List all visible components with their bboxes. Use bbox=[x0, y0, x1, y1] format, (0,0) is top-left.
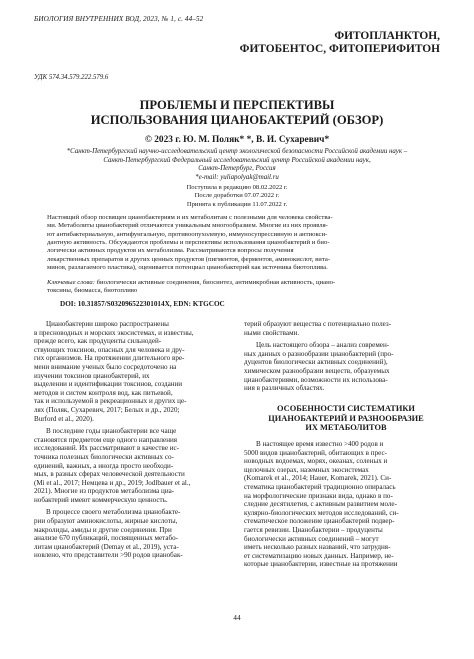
text-line: терий образуют вещества с потенциально полез- bbox=[244, 320, 392, 328]
text-line: макролиды, амиды и другие соединения. При bbox=[34, 525, 172, 534]
text-line: нобактерий имеют коммерческую ценность. bbox=[34, 495, 168, 504]
text-line: Цианобактерии широко распространены bbox=[46, 320, 169, 328]
text-line: рии образуют аминокислоты, жирные кислоты, bbox=[34, 517, 178, 526]
doi-line: DOI: 10.31857/S032096522301014X, EDN: KTGCOC bbox=[60, 300, 225, 308]
text-line: В процессе своего метаболизма цианобакте- bbox=[46, 508, 181, 517]
text-line: щелочных озерах, наземных экосистемах bbox=[244, 465, 369, 474]
text-line: дуцентов биологически активных соединений), bbox=[244, 358, 388, 367]
keywords-list-continued: токсины, биомасса, биотопливо bbox=[47, 287, 138, 295]
paragraph bbox=[244, 341, 446, 393]
left-column bbox=[34, 320, 234, 560]
text-line: Цель настоящего обзора – анализ современ- bbox=[256, 341, 390, 350]
text-line: так и используемой в рекреационных и других це- bbox=[34, 397, 187, 406]
text-line: в пресноводных и морских экосистемах, и известны, bbox=[34, 328, 194, 337]
udk-code: УДК 574.34.579.222.579.6 bbox=[34, 74, 109, 81]
text-line: анализе 670 публикаций, посвященных метабо- bbox=[34, 534, 179, 543]
text-line: ет систематизацию новых данных. Например, не- bbox=[244, 551, 394, 560]
affiliation-line: *Санкт-Петербургский научно-исследовательский центр экологической безопасности Российской академии наук – bbox=[66, 148, 408, 155]
text-line: (Mi et al., 2017; Немцева и др., 2019; Jodlbauer et al., bbox=[34, 478, 191, 487]
right-column bbox=[244, 320, 446, 393]
text-line: на морфологические признаки вида, однако в по- bbox=[244, 491, 393, 500]
text-line: новлено, что представители >90 родов цианобак- bbox=[34, 551, 183, 560]
abstract-line: ми. Метаболиты цианобактерий отличаются уникальным многообразием. Многие из них проявля- bbox=[47, 222, 328, 230]
text-line: которые цианобактерии, известные на протяжении bbox=[244, 560, 398, 569]
page-number: 44 bbox=[233, 613, 241, 622]
text-line: цианобактериями, возможности их использова- bbox=[244, 375, 388, 384]
text-line: ния в различных областях. bbox=[244, 384, 325, 393]
received-date: Поступила в редакцию 08.02.2022 г. bbox=[186, 184, 288, 191]
abstract-line: Настоящий обзор посвящен цианобактериям и их метаболитам с полезными для человека свойства- bbox=[47, 214, 333, 221]
text-line: ствующих токсинов, опасных для человека и дру- bbox=[34, 345, 185, 354]
text-line: В настоящее время известно >400 родов и bbox=[256, 440, 384, 448]
abstract-line: минов, разлагаемого пластика), оценивается потенциал цианобактерий как источника биотоплива. bbox=[47, 264, 328, 272]
abstract-line: логически активных продуктов их метаболизма. Рассматриваются вопросы получения bbox=[47, 247, 294, 255]
text-line: точника полезных биологически активных со- bbox=[34, 452, 174, 461]
text-line: следние десятилетия, с активным развитием моле- bbox=[244, 500, 397, 509]
text-line: кулярно-биологических методов исследований, си- bbox=[244, 508, 399, 517]
article-title-line-1: ПРОБЛЕМЫ И ПЕРСПЕКТИВЫ bbox=[139, 98, 335, 112]
text-line: стематическое положение цианобактерий подвер- bbox=[244, 517, 395, 526]
text-line: иметь несколько разных названий, что затрудня- bbox=[244, 543, 391, 552]
paragraph bbox=[34, 427, 234, 504]
revised-date: После доработки 07.07.2022 г. bbox=[194, 192, 280, 200]
article-title-line-2: ИСПОЛЬЗОВАНИЯ ЦИАНОБАКТЕРИЙ (ОБЗОР) bbox=[90, 113, 384, 127]
affiliation-line: Санкт-Петербург, Россия bbox=[198, 165, 276, 173]
text-line: ными свойствами. bbox=[244, 328, 300, 337]
text-line: 5000 видов цианобактерий, обитающих в прес- bbox=[244, 448, 387, 457]
text-line: мых, в разных сферах человеческой деятельности bbox=[34, 470, 185, 479]
text-line: В последние годы цианобактерии все чаще bbox=[46, 427, 177, 436]
text-line: лях (Поляк, Сухаревич, 2017; Белых и др., 2020; bbox=[34, 405, 180, 414]
abstract-line: ют антибактериальную, антифунгальную, противоопухолевую, иммуносупрессивную и антиокси- bbox=[47, 230, 328, 238]
section-heading-line: ОСОБЕННОСТИ СИСТЕМАТИКИ bbox=[277, 404, 415, 413]
text-line: гается ревизии. Цианобактерии – продуценты bbox=[244, 525, 383, 534]
section-heading-line: ИХ МЕТАБОЛИТОВ bbox=[305, 423, 387, 433]
text-line: химическом разнообразии веществ, образуемых bbox=[244, 366, 390, 375]
text-line: ных данных о разнообразии цианобактерий (про- bbox=[244, 349, 394, 358]
text-line: исследований. Их рассматривают в качестве ис- bbox=[34, 444, 180, 453]
authors-line: © 2023 г. Ю. М. Поляк* *, В. И. Сухаревич* bbox=[144, 135, 330, 145]
text-line: становятся предметом еще одного направления bbox=[34, 435, 178, 444]
section-heading-line: ЦИАНОБАКТЕРИЙ И РАЗНООБРАЗИЕ bbox=[268, 413, 424, 423]
text-line: литам цианобактерий (Demay et al., 2019), уста- bbox=[34, 542, 179, 551]
journal-running-header: БИОЛОГИЯ ВНУТРЕННИХ ВОД, 2023, № 1, с. 44–52 bbox=[34, 15, 204, 23]
text-line: изучении токсинов цианобактерий, их bbox=[34, 371, 150, 380]
text-line: единений, важных, а иногда просто необходи- bbox=[34, 461, 174, 470]
text-line: новодных водоемах, морях, океанах, соленых и bbox=[244, 457, 388, 466]
paragraph bbox=[244, 320, 446, 337]
abstract-line: лекарственных препаратов и других ценных продуктов (пигментов, ферментов, аминокислот, вита- bbox=[47, 255, 331, 263]
paragraph bbox=[34, 508, 234, 560]
paragraph bbox=[34, 320, 234, 423]
affiliation-block bbox=[34, 148, 440, 182]
keywords-label: Ключевые слова: bbox=[47, 279, 95, 286]
text-line: Burford et al., 2020). bbox=[34, 414, 94, 423]
text-line: мени внимание ученых было сосредоточено на bbox=[34, 362, 177, 371]
text-line: гих организмов. На протяжении длительного вре- bbox=[34, 354, 185, 363]
text-line: биологически активных соединений – могут bbox=[244, 534, 379, 543]
text-line: стематика цианобактерий традиционно опиралась bbox=[244, 482, 396, 491]
rubric-line-2: ФИТОБЕНТОС, ФИТОПЕРИФИТОН bbox=[239, 43, 440, 55]
submission-dates bbox=[34, 184, 440, 209]
text-line: (Komarek et al., 2014; Hauer, Komarek, 2021). Си- bbox=[244, 474, 392, 483]
affiliation-line: Санкт-Петербургский Федеральный исследовательский центр Российской академии наук, bbox=[103, 156, 371, 164]
text-line: 2021). Многие из продуктов метаболизма циа- bbox=[34, 487, 175, 496]
accepted-date: Принята к публикации 11.07.2022 г. bbox=[186, 200, 288, 208]
author-email: *e-mail: yuliapolyak@mail.ru bbox=[195, 173, 279, 181]
keywords-list: биологически активные соединения, биосинтез, антимикробная активность, циано- bbox=[94, 279, 336, 286]
right-column-continued bbox=[244, 440, 446, 569]
text-line: выделении и идентификации токсинов, создании bbox=[34, 380, 183, 389]
section-heading bbox=[246, 404, 446, 433]
rubric-line-1: ФИТОПЛАНКТОН, bbox=[334, 30, 440, 42]
keywords bbox=[47, 279, 432, 296]
text-line: методов и систем контроля вод, как питьевой, bbox=[34, 388, 173, 397]
paragraph bbox=[244, 440, 446, 569]
abstract bbox=[47, 214, 432, 272]
abstract-line: дантную активность. Обсуждаются проблемы и перспективы использования цианобактерий и био- bbox=[47, 239, 330, 247]
text-line: прежде всего, как продуценты сильнодей- bbox=[34, 337, 162, 346]
